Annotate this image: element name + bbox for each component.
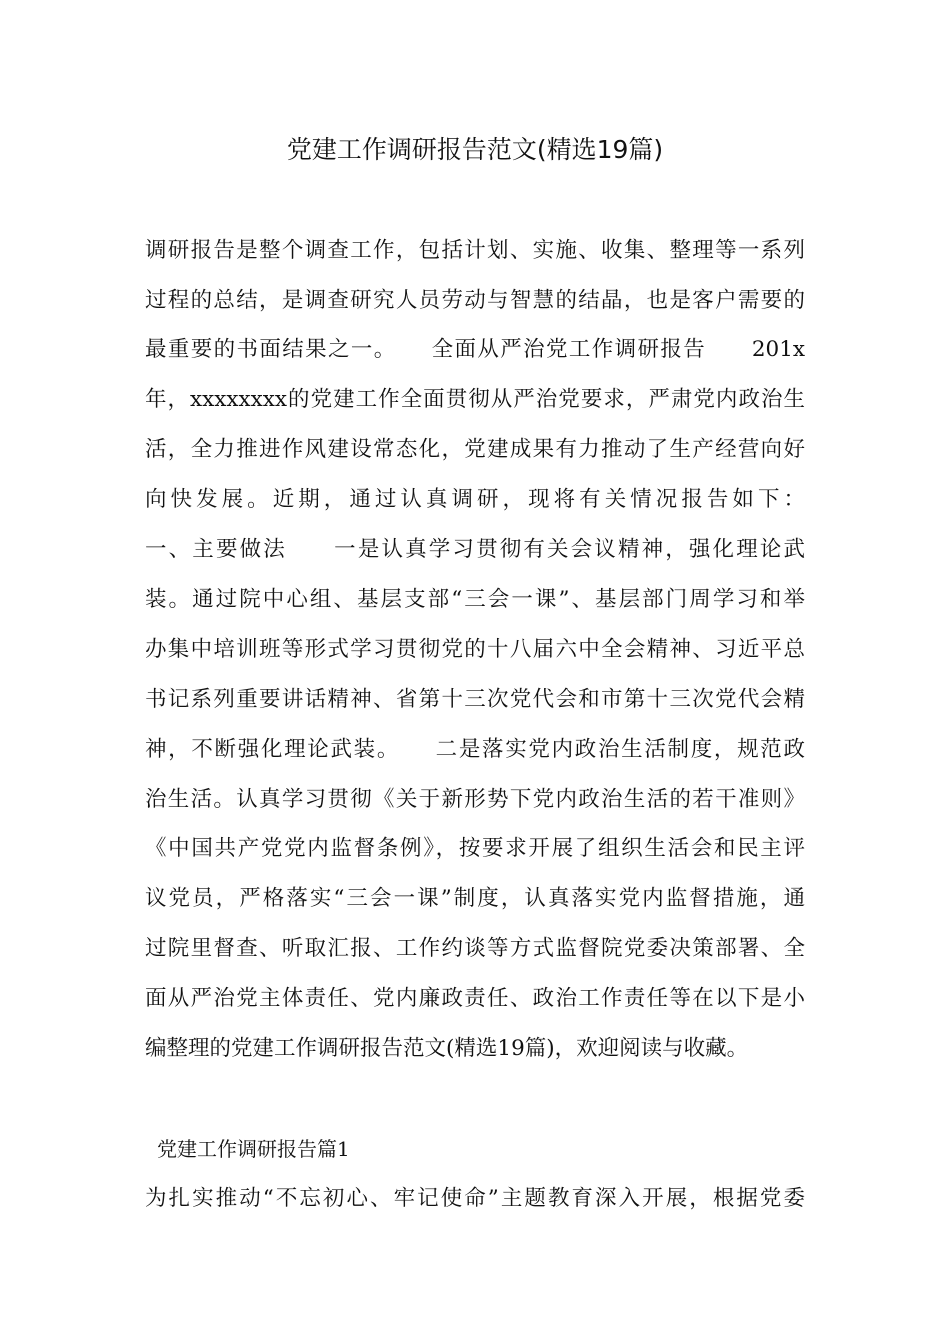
paragraph-line: 调研报告是整个调查工作，包括计划、实施、收集、整理等一系列 <box>145 238 805 263</box>
paragraph-line: 最重要的书面结果之一。 全面从严治党工作调研报告 201x <box>145 337 805 362</box>
paragraph-line: 书记系列重要讲话精神、省第十三次党代会和市第十三次党代会精 <box>145 687 805 712</box>
paragraph-line: 《中国共产党党内监督条例》，按要求开展了组织生活会和民主评 <box>145 836 805 861</box>
paragraph-line: 装。通过院中心组、基层支部“三会一课”、基层部门周学习和举 <box>145 587 805 612</box>
paragraph-line: 办集中培训班等形式学习贯彻党的十八届六中全会精神、习近平总 <box>145 637 805 662</box>
section-paragraph-line: 为扎实推动“不忘初心、牢记使命”主题教育深入开展，根据党委 <box>145 1186 805 1211</box>
paragraph-line: 过程的总结，是调查研究人员劳动与智慧的结晶，也是客户需要的 <box>145 288 805 313</box>
paragraph-line-last: 编整理的党建工作调研报告范文(精选19篇)，欢迎阅读与收藏。 <box>145 1036 749 1061</box>
paragraph-line: 议党员，严格落实“三会一课”制度，认真落实党内监督措施，通 <box>145 886 805 911</box>
document-title: 党建工作调研报告范文(精选19篇) <box>286 135 664 164</box>
paragraph-line: 神，不断强化理论武装。 二是落实党内政治生活制度，规范政 <box>145 737 805 762</box>
section-heading: 党建工作调研报告篇1 <box>157 1137 350 1161</box>
paragraph-line: 面从严治党主体责任、党内廉政责任、政治工作责任等在以下是小 <box>145 986 805 1011</box>
paragraph-line: 过院里督查、听取汇报、工作约谈等方式监督院党委决策部署、全 <box>145 936 805 961</box>
paragraph-line: 向快发展。近期，通过认真调研，现将有关情况报告如下： <box>145 487 805 512</box>
paragraph-line: 活，全力推进作风建设常态化，党建成果有力推动了生产经营向好 <box>145 437 805 462</box>
paragraph-line: 一、主要做法 一是认真学习贯彻有关会议精神，强化理论武 <box>145 537 805 562</box>
paragraph-line: 治生活。认真学习贯彻《关于新形势下党内政治生活的若干准则》 <box>145 787 805 812</box>
paragraph-line: 年，xxxxxxxx的党建工作全面贯彻从严治党要求，严肃党内政治生 <box>145 387 805 412</box>
